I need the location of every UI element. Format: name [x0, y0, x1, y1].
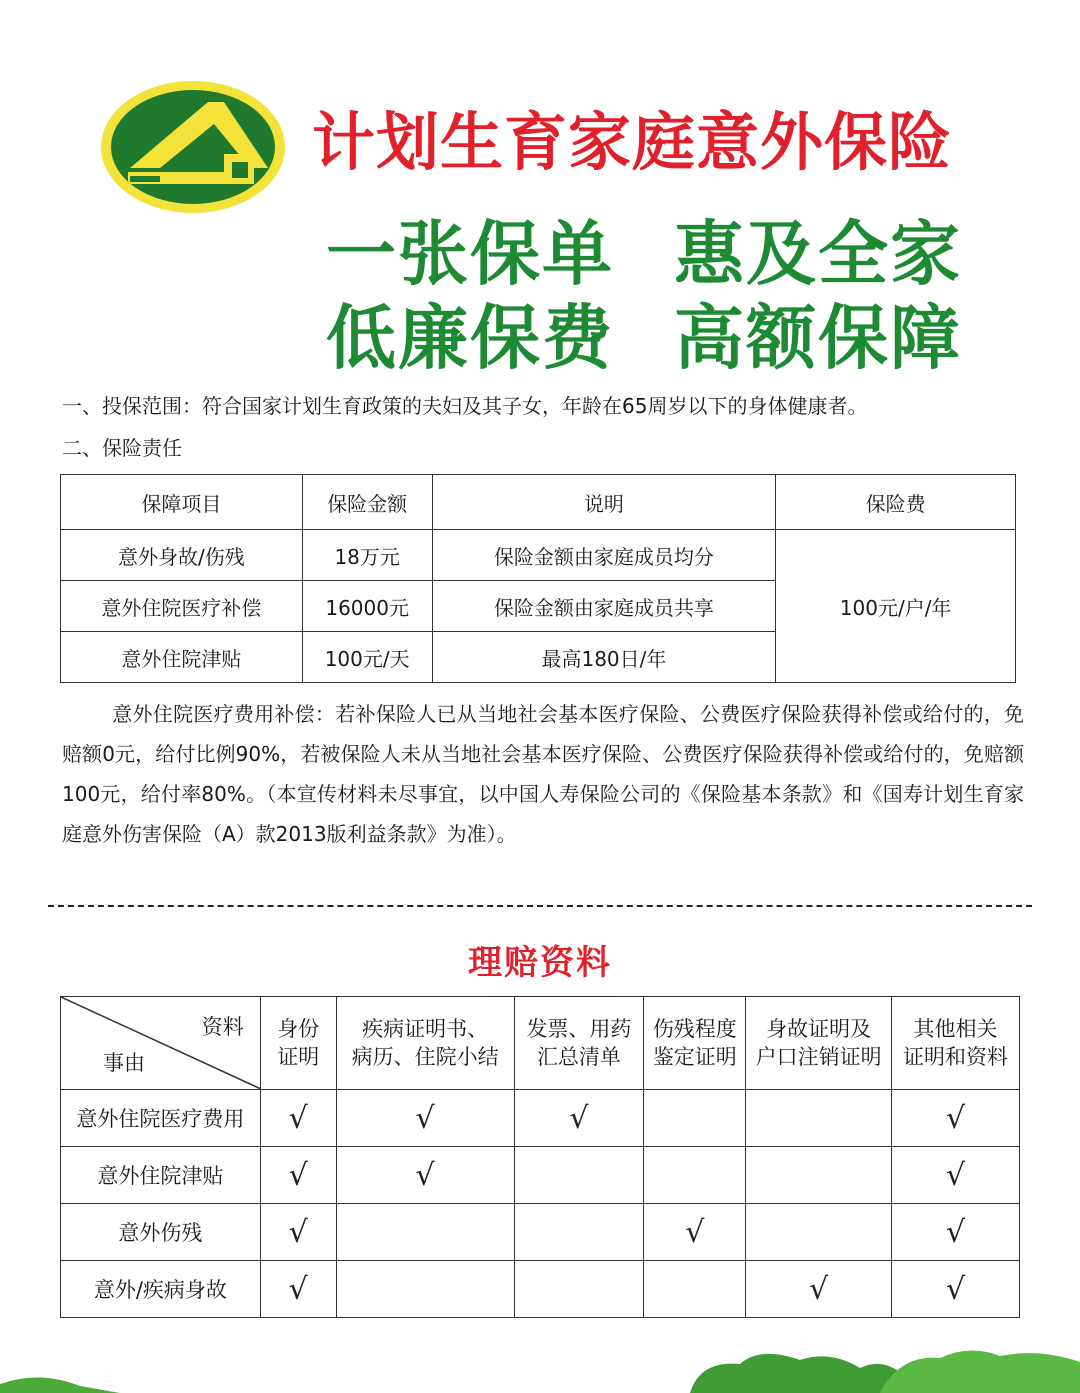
- table-cell: 保险金额由家庭成员均分: [432, 530, 776, 581]
- slogan-text: 高额保障: [674, 297, 962, 379]
- paragraph-text: 意外住院医疗费用补偿：若补保险人已从当地社会基本医疗保险、公费医疗保险获得补偿或给付的，免赔额0元，给付比例90%，若被保险人未从当地社会基本医疗保险、公费医疗保险获得补偿或给付的，免赔额100元，给付率80%。（本宣传材料未尽事宜，以中国人寿保险公司的《保险基本条款》和《国寿计划生育家庭意外伤害保险（A）款2013版利益条款》为准）。: [62, 702, 1024, 846]
- check-cell: [892, 1204, 1020, 1261]
- dashed-divider: [48, 905, 1032, 907]
- check-cell: [514, 1204, 644, 1261]
- check-cell: [514, 1147, 644, 1204]
- check-cell: [644, 1090, 746, 1147]
- reimbursement-paragraph: [62, 694, 1024, 854]
- check-mark-icon: √: [288, 1271, 308, 1307]
- check-cell: [514, 1090, 644, 1147]
- table-header-cell: 身份 证明: [260, 997, 336, 1090]
- corner-label-material: 资料: [201, 1015, 244, 1039]
- table-header-row: [61, 475, 1016, 530]
- table-row: [61, 530, 1016, 581]
- check-mark-icon: √: [569, 1100, 589, 1136]
- table-header-cell: 发票、用药 汇总清单: [514, 997, 644, 1090]
- table-header-cell: 保险费: [776, 475, 1016, 530]
- table-header-cell: 其他相关 证明和资料: [892, 997, 1020, 1090]
- check-mark-icon: √: [685, 1214, 705, 1250]
- check-cell: [644, 1204, 746, 1261]
- table-cell: 意外住院医疗补偿: [61, 581, 303, 632]
- check-mark-icon: √: [288, 1100, 308, 1136]
- check-cell: [336, 1090, 514, 1147]
- check-cell: [644, 1261, 746, 1318]
- page-title: 计划生育家庭意外保险: [312, 106, 952, 179]
- table-cell: 16000元: [302, 581, 432, 632]
- table-cell: 最高180日/年: [432, 632, 776, 683]
- table-header-cell: 说明: [432, 475, 776, 530]
- slogan-text: 一张保单: [326, 213, 614, 295]
- check-cell: [746, 1090, 892, 1147]
- table-header-cell: 保险金额: [302, 475, 432, 530]
- check-mark-icon: √: [415, 1157, 435, 1193]
- row-label-cell: 意外住院津贴: [61, 1147, 261, 1204]
- table-header-cell: 保障项目: [61, 475, 303, 530]
- check-cell: [746, 1147, 892, 1204]
- check-cell: [514, 1261, 644, 1318]
- check-mark-icon: √: [945, 1214, 966, 1250]
- check-mark-icon: √: [288, 1214, 308, 1250]
- house-logo-icon: [100, 80, 286, 214]
- check-mark-icon: √: [945, 1157, 966, 1193]
- diagonal-line: [61, 997, 261, 1089]
- premium-cell: 100元/户/年: [776, 530, 1016, 683]
- check-mark-icon: √: [809, 1271, 829, 1307]
- check-cell: [336, 1261, 514, 1318]
- check-cell: [336, 1204, 514, 1261]
- table-header-row: [61, 997, 1020, 1090]
- section-insurance-liability: 二、保险责任: [62, 436, 182, 460]
- row-label-cell: 意外伤残: [61, 1204, 261, 1261]
- check-mark-icon: √: [945, 1271, 966, 1307]
- check-cell: [892, 1261, 1020, 1318]
- slogan-text: 低廉保费: [326, 297, 614, 379]
- check-cell: [892, 1147, 1020, 1204]
- table-header-cell: 身故证明及 户口注销证明: [746, 997, 892, 1090]
- diagonal-header-cell: [61, 997, 261, 1090]
- table-row: [61, 1261, 1020, 1318]
- table-cell: 意外身故/伤残: [61, 530, 303, 581]
- table-cell: 18万元: [302, 530, 432, 581]
- check-cell: [260, 1261, 336, 1318]
- coverage-table: [60, 474, 1016, 683]
- check-cell: [892, 1090, 1020, 1147]
- table-cell: 100元/天: [302, 632, 432, 683]
- row-label-cell: 意外住院医疗费用: [61, 1090, 261, 1147]
- claims-title: 理赔资料: [468, 943, 612, 983]
- check-cell: [644, 1147, 746, 1204]
- check-cell: [746, 1204, 892, 1261]
- check-mark-icon: √: [415, 1100, 435, 1136]
- grass-decoration: [0, 1340, 1080, 1393]
- check-mark-icon: √: [945, 1100, 966, 1136]
- check-cell: [260, 1147, 336, 1204]
- check-cell: [260, 1090, 336, 1147]
- check-mark-icon: √: [288, 1157, 308, 1193]
- slogan-line-2: [326, 282, 1006, 383]
- corner-label-reason: 事由: [103, 1051, 145, 1075]
- check-cell: [336, 1147, 514, 1204]
- slogan-text: 惠及全家: [674, 213, 962, 295]
- check-cell: [746, 1261, 892, 1318]
- table-cell: 意外住院津贴: [61, 632, 303, 683]
- claims-table: [60, 996, 1020, 1318]
- table-row: [61, 1147, 1020, 1204]
- table-header-cell: 伤残程度 鉴定证明: [644, 997, 746, 1090]
- table-row: [61, 1204, 1020, 1261]
- table-header-cell: 疾病证明书、 病历、住院小结: [336, 997, 514, 1090]
- table-row: [61, 1090, 1020, 1147]
- section-insurance-scope: 一、投保范围：符合国家计划生育政策的夫妇及其子女，年龄在65周岁以下的身体健康者。: [62, 394, 868, 418]
- table-cell: 保险金额由家庭成员共享: [432, 581, 776, 632]
- row-label-cell: 意外/疾病身故: [61, 1261, 261, 1318]
- check-cell: [260, 1204, 336, 1261]
